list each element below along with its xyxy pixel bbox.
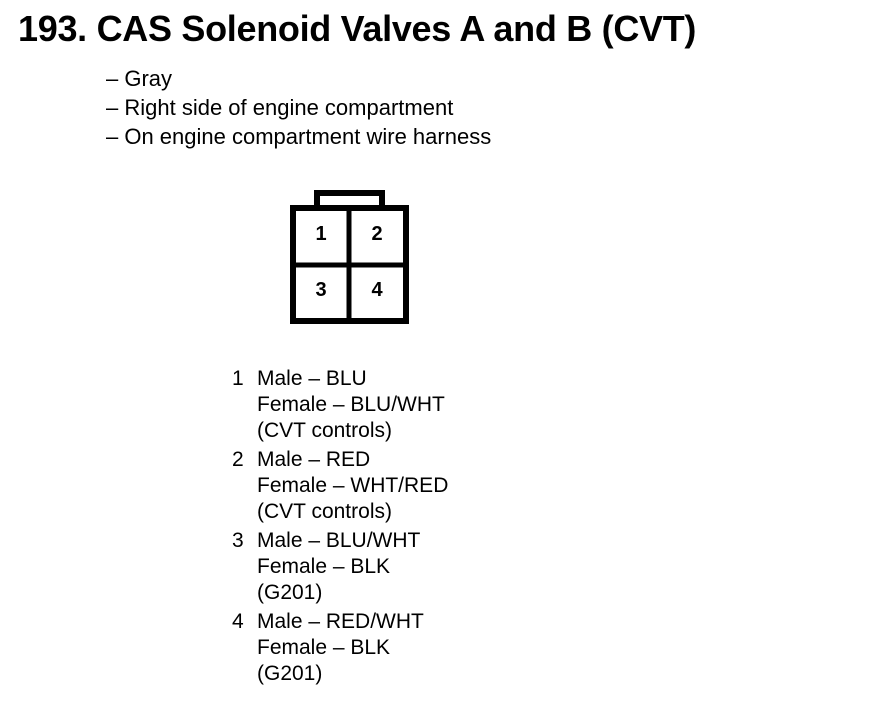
pinout-entry-4 bbox=[232, 609, 448, 687]
pin-number: 2 bbox=[232, 448, 244, 471]
page-title: 193. CAS Solenoid Valves A and B (CVT) bbox=[18, 8, 697, 49]
pin-number: 1 bbox=[232, 367, 244, 390]
pin-number: 3 bbox=[232, 529, 244, 552]
cell-pin-3: 3 bbox=[315, 279, 327, 301]
pinout-entry-1 bbox=[232, 366, 448, 444]
cell-pin-1: 1 bbox=[315, 223, 327, 245]
pin-male-wire: Male – RED/WHT bbox=[257, 610, 424, 633]
pin-female-wire: Female – WHT/RED bbox=[257, 474, 449, 497]
connector-latch bbox=[317, 193, 382, 206]
pin-circuit: (CVT controls) bbox=[257, 419, 392, 442]
connector-diagram bbox=[285, 186, 415, 328]
pinout-entry-2 bbox=[232, 447, 448, 525]
pin-circuit: (CVT controls) bbox=[257, 500, 392, 523]
pinout-entry-3 bbox=[232, 528, 448, 606]
pin-circuit: (G201) bbox=[257, 662, 323, 685]
cell-pin-2: 2 bbox=[371, 223, 383, 245]
cell-pin-4: 4 bbox=[371, 279, 383, 301]
pin-female-wire: Female – BLK bbox=[257, 636, 391, 659]
pin-male-wire: Male – RED bbox=[257, 448, 371, 471]
pin-female-wire: Female – BLU/WHT bbox=[257, 393, 445, 416]
pin-male-wire: Male – BLU bbox=[257, 367, 367, 390]
pin-circuit: (G201) bbox=[257, 581, 323, 604]
pin-male-wire: Male – BLU/WHT bbox=[257, 529, 421, 552]
note-harness: – On engine compartment wire harness bbox=[106, 124, 492, 149]
pin-number: 4 bbox=[232, 610, 244, 633]
note-color: – Gray bbox=[106, 66, 173, 91]
note-location: – Right side of engine compartment bbox=[106, 95, 454, 120]
pin-female-wire: Female – BLK bbox=[257, 555, 391, 578]
connector-notes bbox=[106, 64, 491, 151]
pinout-list bbox=[232, 366, 448, 687]
